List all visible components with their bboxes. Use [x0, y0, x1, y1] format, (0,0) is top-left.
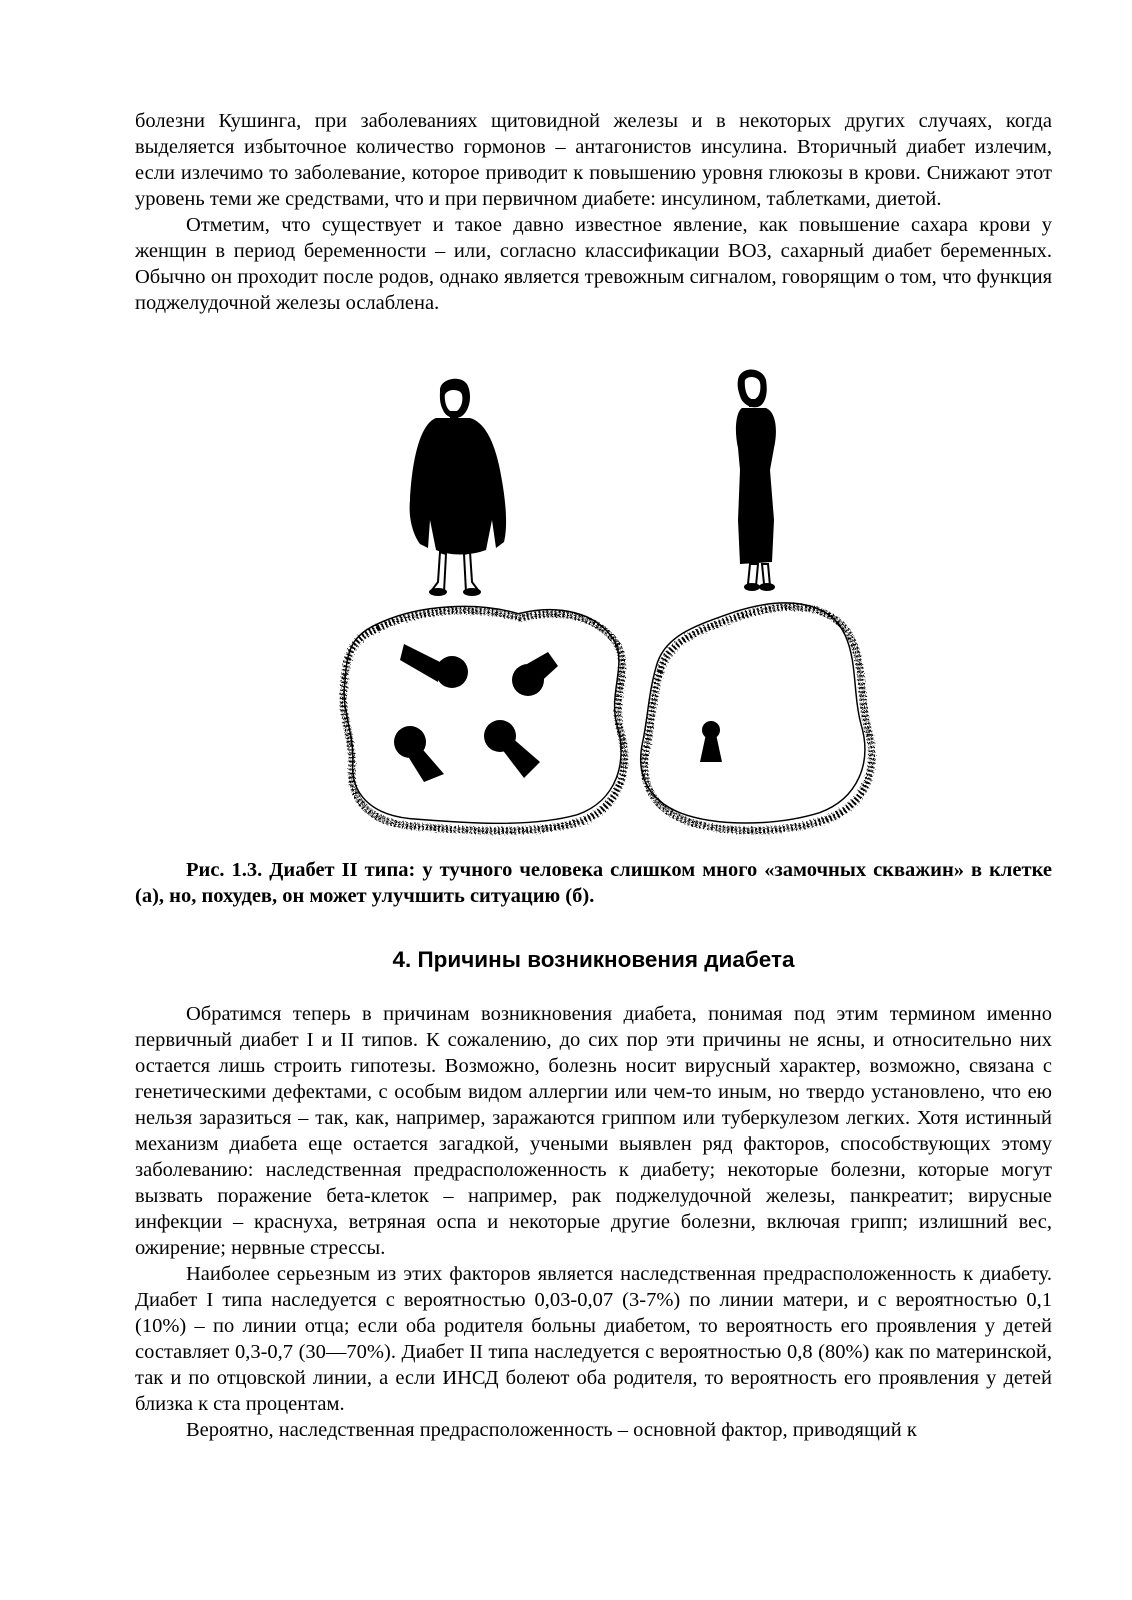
- paragraph: Наиболее серьезным из этих факторов является наследственная предрасположенность к диабету. Диабет I типа наследуется с вероятностью 0,03-0,07 (3-7%) по линии матери, и с вероятностью 0,1 (10%) – по линии отца; если оба родителя больны диабетом, то вероятность его проявления у детей составляет 0,3-0,7 (30—70%). Диабет II типа наследуется с вероятностью 0,8 (80%) как по материнской, так и по отцовской линии, а если ИНСД болеют оба родителя, то вероятность его проявления у детей близка к ста процентам.: [135, 1263, 1052, 1415]
- paragraph: Обратимся теперь в причинам возникновения диабета, понимая под этим термином именно первичный диабет I и II типов. К сожалению, до сих пор эти причины не ясны, и относительно них остается лишь строить гипотезы. Возможно, болезнь носит вирусный характер, возможно, связана с генетическими дефектами, с особым видом аллергии или чем-то иным, но твердо установлено, что ею нельзя заразиться – так, как, например, заражаются гриппом или туберкулезом легких. Хотя истинный механизм диабета еще остается загадкой, учеными выявлен ряд факторов, способствующих этому заболеванию: наследственная предрасположенность к диабету; некоторые болезни, которые могут вызвать поражение бета-клеток – например, рак поджелудочной железы, панкреатит; вирусные инфекции – краснуха, ветряная оспа и некоторые другие болезни, включая грипп; излишний вес, ожирение; нервные стрессы.: [135, 1003, 1052, 1259]
- figure-caption: [135, 857, 1052, 909]
- figure-diabetes-cells-illustration: [330, 365, 890, 850]
- caption-text: Рис. 1.3. Диабет II типа: у тучного человека слишком много «замочных скважин» в клетке (а), но, похудев, он может улучшить ситуацию (б).: [135, 859, 1052, 907]
- keyhole-icon: [400, 644, 468, 688]
- slim-woman-figure: [736, 370, 776, 592]
- plump-woman-figure: [410, 379, 506, 596]
- paragraph: Отметим, что существует и такое давно известное явление, как повышение сахара крови у женщин в период беременности – или, согласно классификации ВОЗ, сахарный диабет беременных. Обычно он проходит после родов, однако является тревожным сигналом, говорящим о том, что функция поджелудочной железы ослаблена.: [135, 214, 1052, 314]
- paragraph: болезни Кушинга, при заболеваниях щитовидной железы и в некоторых других случаях, когда выделяется избыточное количество гормонов – антагонистов инсулина. Вторичный диабет излечим, если излечимо то заболевание, которое приводит к повышению уровня глюкозы в крови. Снижают этот уровень теми же средствами, что и при первичном диабете: инсулином, таблетками, диетой.: [135, 110, 1052, 210]
- body-text-block: [135, 1001, 1052, 1443]
- paragraph: Вероятно, наследственная предрасположенность – основной фактор, приводящий к: [186, 1419, 917, 1441]
- section-heading: 4. Причины возникновения диабета: [392, 947, 795, 972]
- keyhole-icon: [512, 652, 558, 696]
- keyhole-icon: [700, 721, 722, 762]
- cell-a-many-keyholes: [343, 606, 624, 830]
- keyhole-icon: [484, 720, 540, 778]
- cell-b-single-keyhole: [641, 603, 872, 831]
- top-text-block: [135, 108, 1052, 316]
- keyhole-icon: [394, 726, 444, 782]
